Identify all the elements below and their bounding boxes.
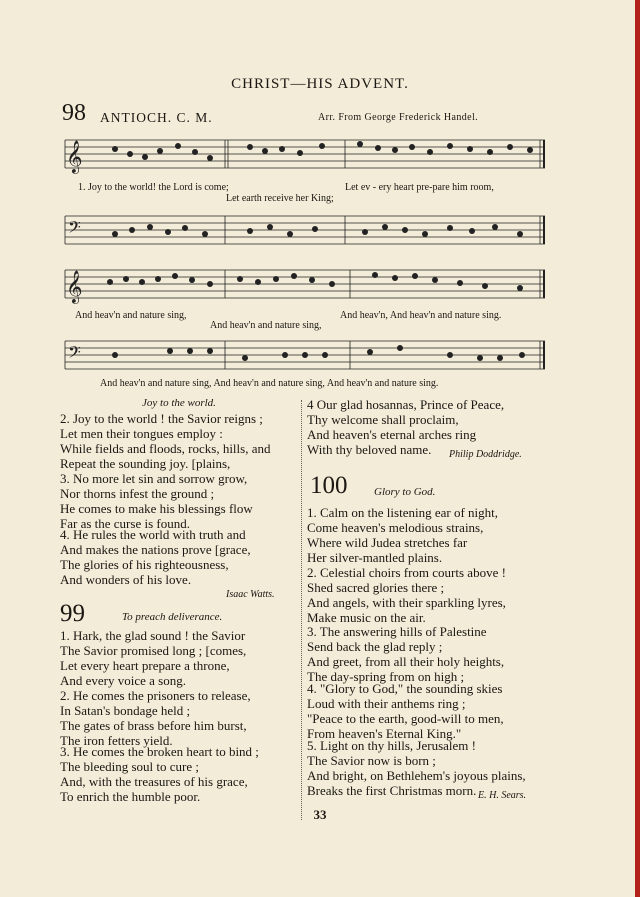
- verse-line: 5. Light on thy hills, Jerusalem !: [307, 738, 476, 753]
- verse-line: And wonders of his love.: [60, 572, 192, 587]
- verse-line: Send back the glad reply ;: [307, 639, 443, 654]
- arranger-credit: Arr. From George Frederick Handel.: [318, 112, 479, 123]
- verse-line: Loud with their anthems ring ;: [307, 696, 466, 711]
- verse-line: Make music on the air.: [307, 610, 426, 625]
- hymn100-verse: [307, 565, 552, 625]
- verse-line: The Savior promised long ; [comes,: [60, 643, 247, 658]
- author-credit: Philip Doddridge.: [449, 449, 522, 460]
- hymn100-verse: [307, 738, 552, 798]
- verse-line: 2. Celestial choirs from courts above !: [307, 565, 506, 580]
- verse-line: Let every heart prepare a throne,: [60, 658, 230, 673]
- verse-line: 3. No more let sin and sorrow grow,: [60, 471, 248, 486]
- tune-name: ANTIOCH. C. M.: [100, 110, 213, 125]
- verse-line: From heaven's Eternal King.": [307, 726, 462, 741]
- svg-text:𝄞: 𝄞: [66, 142, 83, 173]
- music-staff-bass-2: [60, 334, 550, 376]
- svg-text:𝄞: 𝄞: [66, 272, 83, 303]
- lyric-line: And heav'n and nature sing, And heav'n and nature sing, And heav'n and nature sing.: [100, 378, 439, 389]
- lyric-line: And heav'n and nature sing,: [75, 310, 187, 321]
- verse-line: 3. The answering hills of Palestine: [307, 624, 487, 639]
- verse-line: The bleeding soul to cure ;: [60, 759, 199, 774]
- verse-line: 4 Our glad hosannas, Prince of Peace,: [307, 397, 505, 412]
- verse-line: 2. He comes the prisoners to release,: [60, 688, 251, 703]
- verse-line: Let men their tongues employ :: [60, 426, 223, 441]
- svg-text:𝄢: 𝄢: [68, 344, 81, 366]
- verse-line: Shed sacred glories there ;: [307, 580, 445, 595]
- verse-line: And every voice a song.: [60, 673, 186, 688]
- verse-line: And greet, from all their holy heights,: [307, 654, 505, 669]
- lyric-line: And heav'n, And heav'n and nature sing.: [340, 310, 502, 321]
- page-number: 33: [313, 807, 327, 822]
- hymn100-verse: [307, 624, 552, 684]
- verse-line: Her silver-mantled plains.: [307, 550, 443, 565]
- hymn99-verse: [60, 744, 298, 804]
- verse-line: The iron fetters yield.: [60, 733, 173, 748]
- hymn100-verse: [307, 681, 552, 741]
- verse-line: And heaven's eternal arches ring: [307, 427, 477, 442]
- verse-line: 3. He comes the broken heart to bind ;: [60, 744, 259, 759]
- verse-line: Nor thorns infest the ground ;: [60, 486, 215, 501]
- verse-line: While fields and floods, rocks, hills, and: [60, 441, 271, 456]
- lyric-line: Let earth receive her King;: [226, 193, 334, 204]
- hymn98-verse: [60, 411, 298, 471]
- verse-line: The glories of his righteousness,: [60, 557, 229, 572]
- verse-line: The gates of brass before him burst,: [60, 718, 247, 733]
- verse-line: The Savior now is born ;: [307, 753, 436, 768]
- author-credit: E. H. Sears.: [478, 790, 527, 801]
- verse-line: The day-spring from on high ;: [307, 669, 465, 684]
- verse-line: Breaks the first Christmas morn.: [307, 783, 477, 798]
- lyric-line: And heav'n and nature sing,: [210, 320, 322, 331]
- verse-line: Thy welcome shall proclaim,: [307, 412, 459, 427]
- verse-line: And makes the nations prove [grace,: [60, 542, 251, 557]
- verse-line: 4. "Glory to God," the sounding skies: [307, 681, 503, 696]
- verse-line: 4. He rules the world with truth and: [60, 527, 246, 542]
- lyric-line: 1. Joy to the world! the Lord is come;: [78, 182, 229, 193]
- hymn-title: To preach deliverance.: [122, 611, 223, 623]
- verse-line: 1. Hark, the glad sound ! the Savior: [60, 628, 246, 643]
- verse-line: And bright, on Bethlehem's joyous plains,: [307, 768, 526, 783]
- verse-line: With thy beloved name.: [307, 442, 432, 457]
- page-edge: [635, 0, 640, 897]
- music-staff-bass-1: [60, 210, 550, 250]
- hymn-subtitle: Joy to the world.: [142, 397, 216, 409]
- hymn98-verse: [60, 471, 298, 531]
- lyric-line: Let ev - ery heart pre-pare him room,: [345, 182, 494, 193]
- hymn99-verse: [60, 628, 298, 688]
- verse-line: Far as the curse is found.: [60, 516, 190, 531]
- hymn100-verse: [307, 505, 552, 565]
- verse-line: Come heaven's melodious strains,: [307, 520, 484, 535]
- verse-line: He comes to make his blessings flow: [60, 501, 253, 516]
- music-staff-treble-1: [60, 132, 550, 180]
- verse-line: Repeat the sounding joy. [plains,: [60, 456, 231, 471]
- svg-text:𝄢: 𝄢: [68, 219, 81, 241]
- hymn99-verse: [60, 688, 298, 748]
- page-title: CHRIST—HIS ADVENT.: [231, 76, 409, 92]
- verse-line: And angels, with their sparkling lyres,: [307, 595, 506, 610]
- verse-line: "Peace to the earth, good-will to men,: [307, 711, 504, 726]
- hymn-number: 99: [60, 600, 85, 627]
- verse-line: 1. Calm on the listening ear of night,: [307, 505, 498, 520]
- verse-line: 2. Joy to the world ! the Savior reigns ;: [60, 411, 263, 426]
- verse-line: And, with the treasures of his grace,: [60, 774, 248, 789]
- verse-line: To enrich the humble poor.: [60, 789, 201, 804]
- hymn98-verse: [307, 397, 552, 457]
- hymn98-verse: [60, 527, 298, 587]
- verse-line: Where wild Judea stretches far: [307, 535, 468, 550]
- verse-line: In Satan's bondage held ;: [60, 703, 191, 718]
- music-staff-treble-2: [60, 264, 550, 308]
- hymn-number: 100: [310, 472, 348, 499]
- author-credit: Isaac Watts.: [226, 589, 275, 600]
- hymn-title: Glory to God.: [374, 486, 436, 498]
- hymn-number: 98: [62, 100, 86, 126]
- column-divider: [301, 400, 302, 820]
